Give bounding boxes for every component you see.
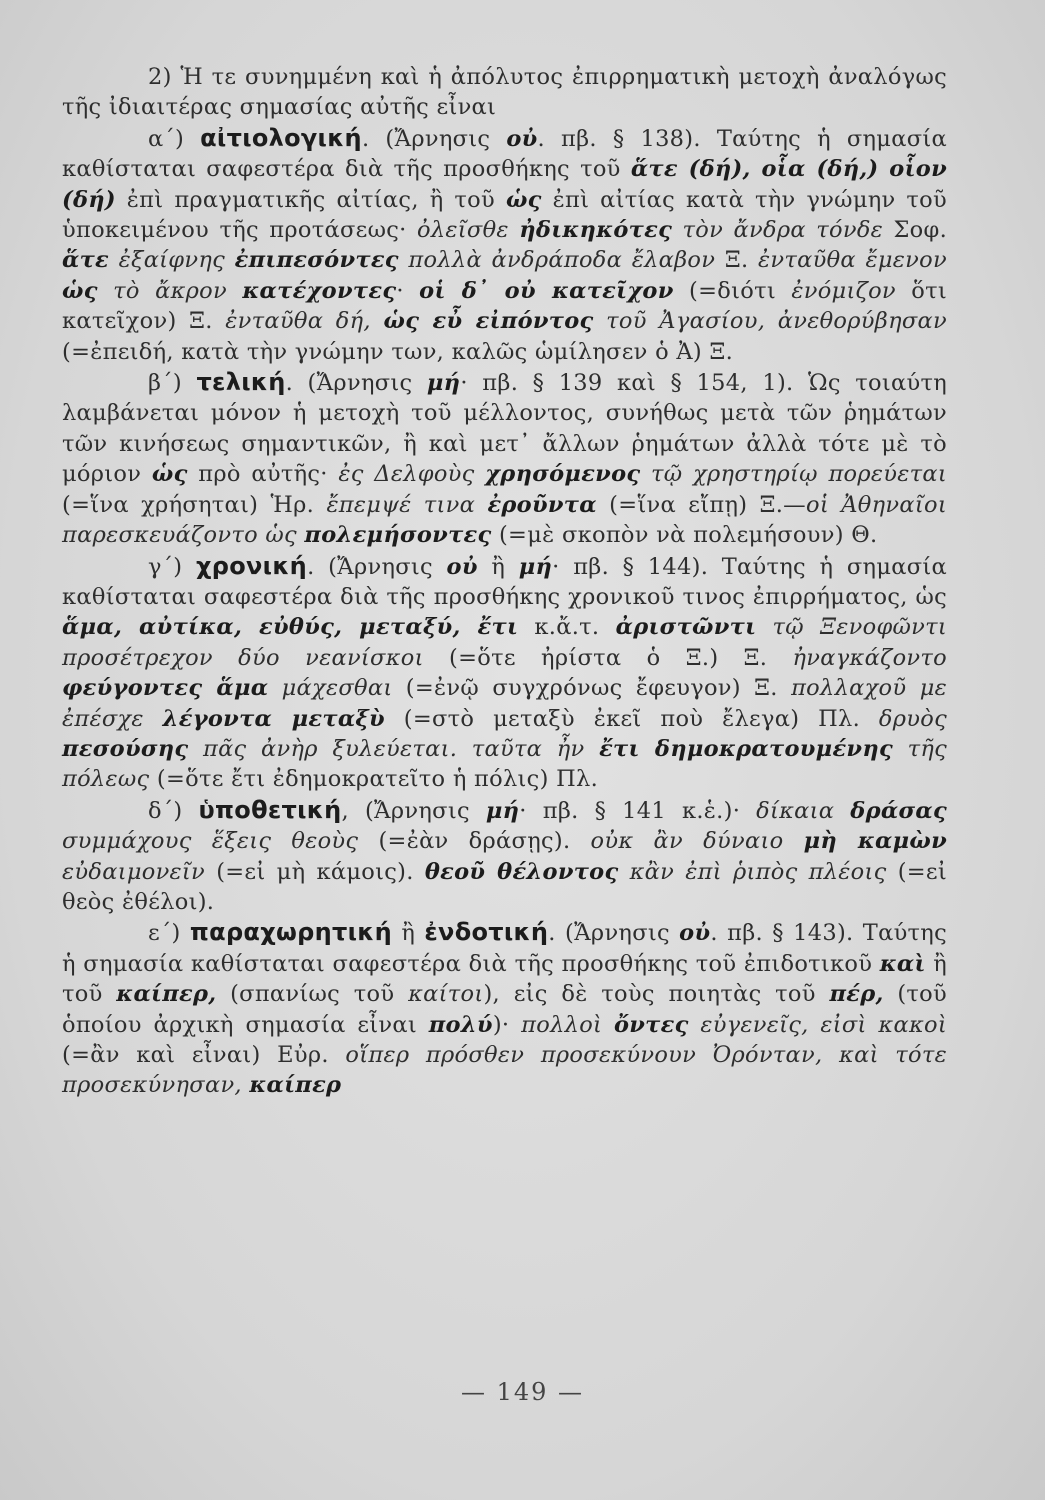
paragraph-p5 <box>62 795 947 918</box>
text-span: ὀλεῖσθε <box>417 217 509 244</box>
text-span: καίτοι <box>408 981 484 1008</box>
text-span: Σοφ. <box>883 217 948 244</box>
text-span: κατέχοντες <box>242 277 397 304</box>
text-span: (=ἂν καὶ εἶναι) Εὐρ. <box>62 1042 346 1068</box>
text-span: (=ἐὰν δράσῃς). <box>358 828 591 855</box>
text-span: συμμάχους ἕξεις θεοὺς <box>62 828 359 855</box>
text-span: ἐροῦντα <box>487 491 597 518</box>
text-span: ἅτε <box>62 247 110 274</box>
text-span: κ.ἄ.τ. <box>518 614 616 641</box>
text-span: (=ὅτε ἔτι ἐδημοκρατεῖτο ἡ πόλις) Πλ. <box>149 766 599 793</box>
text-span: ἐπιπεσόντες <box>234 247 399 274</box>
text-span: (=εἰ μὴ κάμοις). <box>205 858 425 885</box>
text-span: δρυὸς <box>878 705 948 732</box>
text-span: . πβ. § 143). Ταύτης ἡ σημασία καθίσταται σαφεστέρα διὰ τῆς προσθήκης τοῦ ἐπιδοτικοῦ <box>62 920 947 977</box>
text-span: πᾶς ἀνὴρ ξυλεύεται. ταῦτα ἦν <box>188 735 600 762</box>
text-span: ὡς <box>62 277 98 304</box>
text-span: (=ἵνα εἴπῃ) Ξ.— <box>596 491 806 518</box>
text-span: ὡς <box>505 186 542 213</box>
text-span: πολλαχοῦ με ἐπέσχε <box>62 675 947 732</box>
section-heading: αἰτιολογική <box>200 123 362 152</box>
section-heading: χρονική <box>195 551 308 580</box>
text-span: ὄντες <box>613 1011 689 1038</box>
paragraph-p4 <box>62 551 947 795</box>
text-span: χρησόμενος <box>485 461 641 488</box>
text-span: Ξ. <box>715 247 758 274</box>
text-span: οὐ <box>446 553 478 580</box>
text-span: ἐς Δελφοὺς <box>338 461 486 488</box>
text-span: . (Ἄρνησις <box>361 125 507 152</box>
text-span: (=ἵνα χρήσηται) Ἡρ. <box>62 491 327 518</box>
text-span: ὡς εὖ εἰπόντος <box>383 308 594 335</box>
text-span: πεσούσης <box>62 735 189 762</box>
text-span: πολύ <box>428 1011 493 1038</box>
text-span: ἠναγκάζοντο <box>792 644 947 671</box>
text-span: θέλοντος <box>485 858 619 885</box>
text-span: δ΄) <box>148 797 199 824</box>
text-span: δίκαια <box>756 797 851 824</box>
text-span: εὐγενεῖς, εἰσὶ κακοὶ <box>688 1011 947 1038</box>
text-span: . (Ἄρνησις <box>307 553 447 580</box>
paragraph-p2 <box>62 123 947 367</box>
text-span: . πβ. § 138). Ταύτης ἡ σημασία καθίσταται σαφεστέρα διὰ τῆς προσθήκης τοῦ <box>62 125 947 183</box>
text-span: δράσας <box>850 797 947 824</box>
paragraph-p1 <box>62 62 947 123</box>
text-span: μή <box>426 370 461 397</box>
text-span: α΄) <box>148 125 201 152</box>
text-span: (=ἐπειδή, κατὰ τὴν γνώμην των, καλῶς ὡμίλησεν ὁ Ἀ) Ξ. <box>62 338 734 365</box>
text-span: . (Ἄρνησις <box>285 370 427 397</box>
text-span: θεοῦ <box>424 858 486 885</box>
text-span: ἐπὶ αἰτίας κατὰ τὴν γνώμην τοῦ ὑποκειμένου τῆς προτάσεως· <box>62 186 948 244</box>
section-heading: ἐνδοτική <box>424 918 549 947</box>
page-body <box>62 62 947 1101</box>
text-span: 2) Ἡ τε συνημμένη καὶ ἡ ἀπόλυτος ἐπιρρηματικὴ μετοχὴ ἀναλόγως τῆς ἰδιαιτέρας σημασίας αὐτῆς εἶναι <box>62 64 947 121</box>
text-span: (=μὲ σκοπὸν νὰ πολεμήσουν) Θ. <box>491 522 878 549</box>
text-span: μάχεσθαι <box>268 675 393 702</box>
text-span: (τοῦ ὁποίου ἀρχικὴ σημασία εἶναι <box>62 981 947 1038</box>
text-span: τοῦ Ἀγασίου, ἀνεθορύβησαν <box>593 308 948 335</box>
text-span: πρὸ αὐτῆς· <box>187 461 339 488</box>
text-span <box>509 217 519 243</box>
text-span: τῆς πόλεως <box>62 735 947 793</box>
text-span: β΄) <box>148 370 197 397</box>
section-heading: ὑποθετική <box>198 795 342 824</box>
text-span: καίπερ, <box>116 981 217 1008</box>
text-span: ἔπεμψέ τινα <box>326 491 488 518</box>
text-span: πολλοὶ <box>521 1011 614 1038</box>
text-span: μή <box>518 553 553 580</box>
text-span: μὴ καμὼν <box>803 828 948 855</box>
text-span: καίπερ <box>249 1072 342 1099</box>
text-span: ἢ <box>477 553 519 580</box>
text-span: οἱ δ᾽ οὐ κατεῖχον <box>419 277 674 304</box>
text-span: πολεμήσοντες <box>304 522 492 549</box>
text-span: ἐνταῦθα δή, <box>225 308 384 335</box>
text-span: οὐκ ἂν δύναιο <box>590 828 804 855</box>
text-span: (σπανίως τοῦ <box>216 981 409 1008</box>
section-heading: τελική <box>196 368 286 397</box>
text-span: )· <box>492 1011 522 1038</box>
text-span: ἢ τοῦ <box>62 950 948 1008</box>
text-span: ἅτε (δή), οἷα (δή,) οἷον (δή) <box>62 156 947 213</box>
text-span: πολλὰ ἀνδράποδα ἔλαβον <box>398 247 716 274</box>
text-span: οἱ Ἀθηναῖοι παρεσκευάζοντο ὡς <box>62 491 947 549</box>
text-span: τῷ Ξενοφῶντι προσέτρεχον δύο νεανίσκοι <box>62 614 948 671</box>
text-span: (=διότι <box>673 277 792 304</box>
text-span: · πβ. § 139 καὶ § 154, 1). Ὡς τοιαύτη λαμβάνεται μόνον ἡ μετοχὴ τοῦ μέλλοντος, συνήθως μετὰ τῶν ῥημάτων τῶν κινήσεως σημαντικῶν, ἢ καὶ μετ᾽ ἄλλων ῥημάτων ἀλλὰ τότε μὲ τὸ μόριον <box>62 370 947 488</box>
text-span: ἐνόμιζον <box>791 277 896 304</box>
text-span: ὅτι κατεῖχον) Ξ. <box>62 277 948 335</box>
text-span: · πβ. § 141 κ.ἑ.)· <box>519 797 757 824</box>
text-span: ε΄) <box>148 920 190 947</box>
text-span: τῷ χρηστηρίῳ πορεύεται <box>640 461 947 488</box>
text-span: · <box>396 277 420 304</box>
text-span: ἅμα, αὐτίκα, εὐθύς, μεταξύ, ἔτι <box>62 614 519 641</box>
text-span: ἐξαίφνης <box>109 247 235 274</box>
text-span: μή <box>485 797 520 824</box>
text-span: (=εἰ θεὸς ἐθέλοι). <box>62 858 947 915</box>
text-span: οὐ <box>679 920 711 947</box>
paragraph-p3 <box>62 367 947 550</box>
text-span: ), εἰς δὲ τοὺς ποιητὰς τοῦ <box>483 981 830 1008</box>
text-span: , (Ἄρνησις <box>341 797 486 824</box>
text-span: κἂν ἐπὶ ῥιπὸς πλέοις <box>618 858 887 885</box>
text-span: ἠδικηκότες <box>519 217 673 244</box>
page-number: — 149 — <box>460 1378 585 1406</box>
paragraph-p6 <box>62 917 947 1100</box>
text-span: τὸν ἄνδρα τόνδε <box>672 217 884 244</box>
text-span: πέρ, <box>829 981 884 1008</box>
text-span: εὐδαιμονεῖν <box>62 858 206 885</box>
text-span: φεύγοντες ἅμα <box>62 675 269 702</box>
text-span: (=ἐνῷ συγχρόνως ἔφευγον) Ξ. <box>392 675 792 702</box>
text-span: . (Ἄρνησις <box>548 920 680 947</box>
text-span: καὶ <box>879 950 926 977</box>
text-span: οἵπερ πρόσθεν προσεκύνουν Ὀρόνταν, καὶ τότε προσεκύνησαν, <box>62 1042 947 1099</box>
text-span: ἀριστῶντι <box>615 614 757 641</box>
text-span: · πβ. § 144). Ταύτης ἡ σημασία καθίσταται σαφεστέρα διὰ τῆς προσθήκης χρονικοῦ τινος ἐπιρρήματος, ὡς <box>62 553 948 610</box>
text-span: λέγοντα μεταξὺ <box>162 705 385 732</box>
text-span: (=στὸ μεταξὺ ἐκεῖ ποὺ ἔλεγα) Πλ. <box>384 705 879 732</box>
text-span: ἔτι δημοκρατουμένης <box>599 735 893 762</box>
text-span: γ΄) <box>148 553 196 580</box>
text-span: ὡς <box>151 461 188 488</box>
text-span: ἐπὶ πραγματικῆς αἰτίας, ἢ τοῦ <box>115 186 506 213</box>
text-span: οὐ <box>506 125 538 152</box>
section-heading: παραχωρητική <box>189 918 393 947</box>
text-span: (=ὅτε ἠρίστα ὁ Ξ.) Ξ. <box>423 644 793 671</box>
text-span: ἐνταῦθα ἔμενον <box>758 247 947 274</box>
text-span: ἢ <box>392 920 425 947</box>
text-span: τὸ ἄκρον <box>97 277 243 304</box>
